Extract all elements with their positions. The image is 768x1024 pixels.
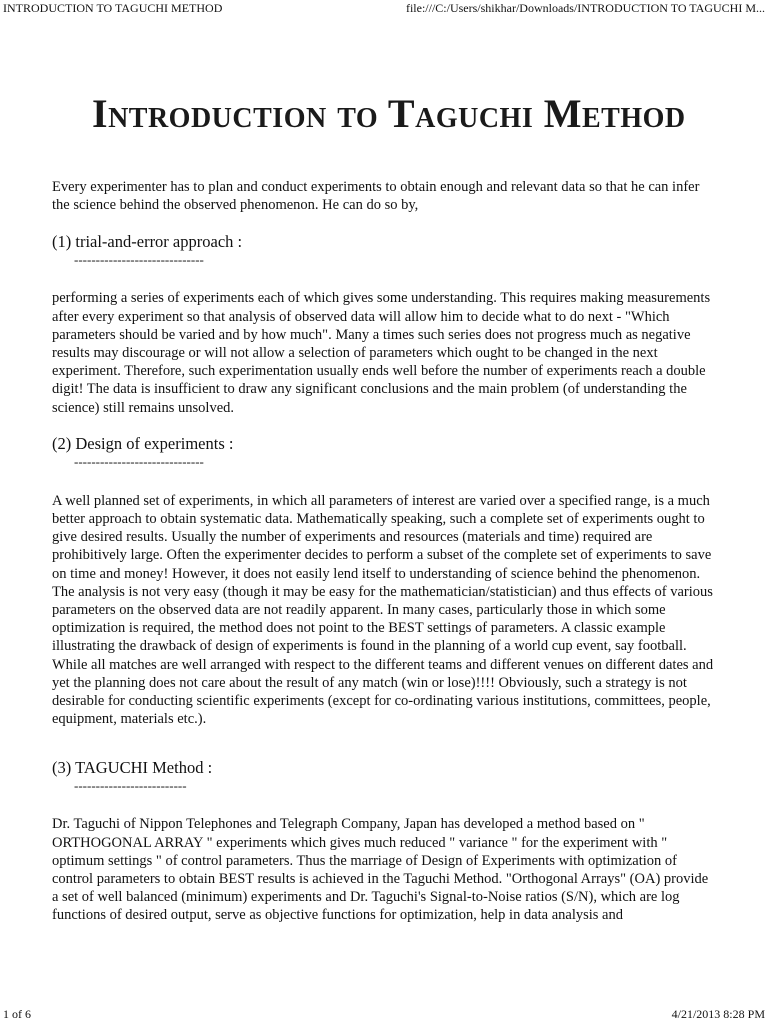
header-page-title: INTRODUCTION TO TAGUCHI METHOD: [3, 1, 223, 15]
section-underline: --------------------------: [74, 778, 187, 794]
document-body: [52, 88, 716, 925]
print-footer: [3, 1006, 765, 1022]
print-timestamp: 4/21/2013 8:28 PM: [671, 1007, 765, 1021]
section-heading-trial-and-error: (1) trial-and-error approach :: [52, 232, 243, 252]
print-header: [3, 0, 765, 16]
page-counter: 1 of 6: [3, 1007, 31, 1021]
section-body-taguchi-method: Dr. Taguchi of Nippon Telephones and Telegraph Company, Japan has developed a method based on " ORTHOGONAL ARRAY " experiments which gives much reduced " variance " for the experiment with " optimum settings " of control parameters. Thus the marriage of Design of Experiments with optimization of control parameters to obtain BEST results is achieved in the Taguchi Method. "Orthogonal Arrays" (OA) provide a set of well balanced (minimum) experiments and Dr. Taguchi's Signal-to-Noise ratios (S/N), which are log functions of desired output, serve as objective functions for optimization, help in data analysis and: [52, 816, 709, 924]
header-file-url: file:///C:/Users/shikhar/Downloads/INTRODUCTION TO TAGUCHI M...: [405, 1, 765, 15]
section-underline: ------------------------------: [74, 252, 204, 268]
section-heading-design-of-experiments: (2) Design of experiments :: [52, 433, 234, 453]
section-body-design-of-experiments: A well planned set of experiments, in which all parameters of interest are varied over a specified range, is a much better approach to obtain systematic data. Mathematically speaking, such a complete set of experiments ought to give desired results. Usually the number of experiments and resources (materials and time) required are prohibitively large. Often the experimenter decides to perform a subset of the complete set of experiments to save on time and money! However, it does not easily lend itself to understanding of science behind the phenomenon. The analysis is not very easy (though it may be easy for the mathematician/statistician) and thus effects of various parameters on the observed data are not readily apparent. In many cases, particularly those in which some optimization is required, the method does not point to the BEST settings of parameters. A classic example illustrating the drawback of design of experiments is found in the planning of a world cup event, say football. While all matches are well arranged with respect to the different teams and different venues on different dates and yet the planning does not care about the result of any match (win or lose)!!!! Obviously, such a strategy is not desirable for conducting scientific experiments (except for co-ordinating various institutions, committees, people, equipment, materials etc.).: [52, 492, 714, 728]
section-heading-taguchi-method: (3) TAGUCHI Method :: [52, 758, 213, 778]
page-title: Introduction to Taguchi Method: [92, 91, 686, 136]
section-body-trial-and-error: performing a series of experiments each of which gives some understanding. This requires making measurements after every experiment so that analysis of observed data will allow him to decide what to do next - "Which parameters should be varied and by how much". Many a times such series does not progress much as negative results may discourage or will not allow a selection of parameters which ought to be changed in the next experiment. Therefore, such experimentation usually ends well before the number of experiments reach a double digit! The data is insufficient to draw any significant conclusions and the main problem (of understanding the science) still remains unsolved.: [52, 290, 711, 416]
intro-paragraph: Every experimenter has to plan and conduct experiments to obtain enough and relevant data so that he can infer the science behind the observed phenomenon. He can do so by,: [52, 179, 700, 214]
section-underline: ------------------------------: [74, 453, 204, 469]
